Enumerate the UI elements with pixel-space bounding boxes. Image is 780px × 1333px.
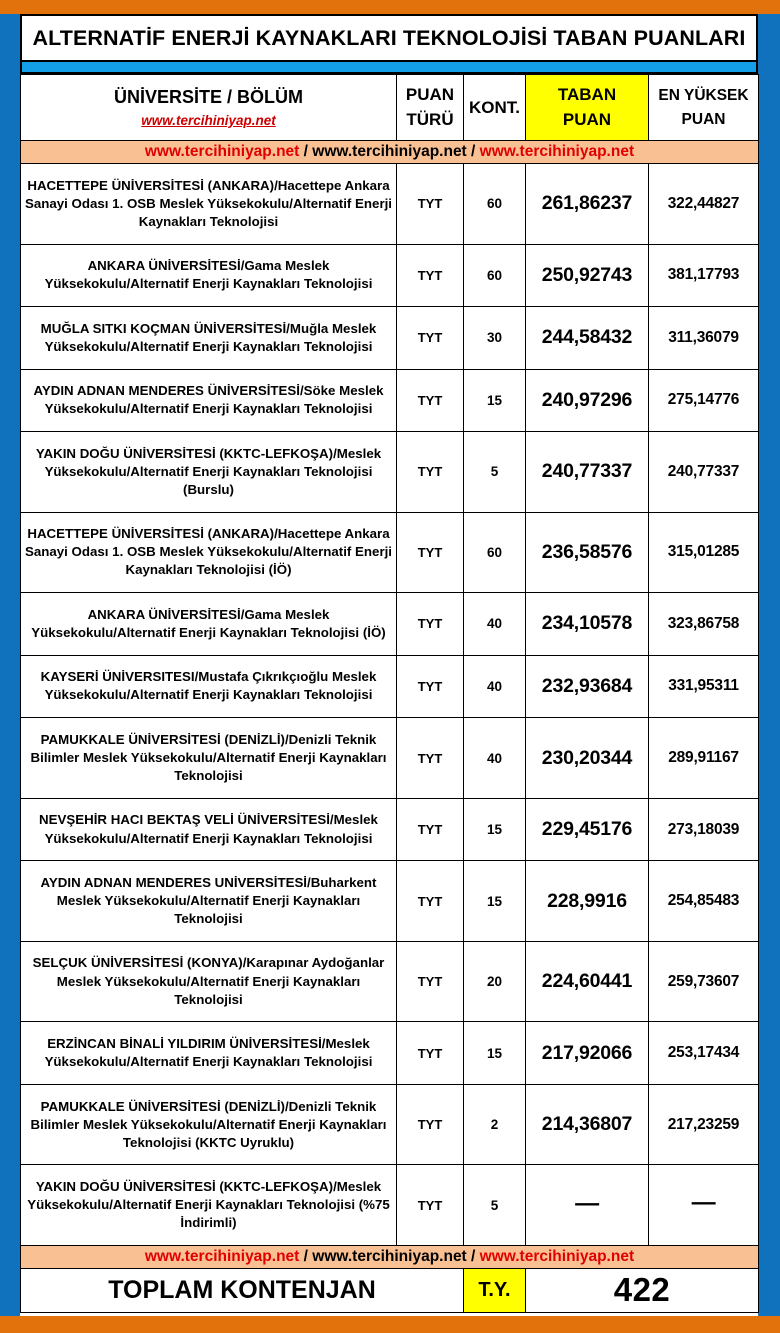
bottom-orange-band: [0, 1316, 780, 1333]
table-row[interactable]: [21, 861, 759, 942]
cell-university: PAMUKKALE ÜNİVERSİTESİ (DENİZLİ)/Denizli Teknik Bilimler Meslek Yüksekokulu/Alternatif Enerji Kaynakları Teknolojisi: [21, 718, 397, 799]
table-row[interactable]: [21, 941, 759, 1022]
cell-university: YAKIN DOĞU ÜNİVERSİTESİ (KKTC-LEFKOŞA)/Meslek Yüksekokulu/Alternatif Enerji Kaynakları Teknolojisi (Burslu): [21, 432, 397, 513]
cell-base-score: 217,92066: [526, 1022, 649, 1085]
cell-score-type: TYT: [397, 1165, 464, 1246]
cell-score-type: TYT: [397, 593, 464, 656]
cell-university: HACETTEPE ÜNİVERSİTESİ (ANKARA)/Hacettepe Ankara Sanayi Odası 1. OSB Meslek Yüksekokulu/Alternatif Enerji Kaynakları Teknolojisi: [21, 164, 397, 245]
header-base-score-line2: PUAN: [562, 109, 612, 129]
cell-score-type: TYT: [397, 655, 464, 718]
table-row[interactable]: [21, 798, 759, 861]
cell-quota: 5: [464, 432, 526, 513]
cell-score-type: TYT: [397, 1084, 464, 1165]
cell-quota: 30: [464, 307, 526, 370]
cell-quota: 15: [464, 798, 526, 861]
cell-university: AYDIN ADNAN MENDERES UNİVERSİTESİ/Buharkent Meslek Yüksekokulu/Alternatif Enerji Kaynakları Teknolojisi: [21, 861, 397, 942]
cell-max-score: 323,86758: [649, 593, 759, 656]
cell-max-score: 322,44827: [649, 164, 759, 245]
total-score-type: T.Y.: [464, 1268, 526, 1312]
promo-site-red: www.tercihiniyap.net: [144, 143, 300, 160]
promo-banner-cell: [21, 1245, 759, 1268]
header-base-score: [526, 75, 649, 141]
cell-quota: 60: [464, 512, 526, 593]
table-row[interactable]: [21, 1084, 759, 1165]
promo-row-bottom: [21, 1245, 759, 1268]
table-row[interactable]: [21, 1022, 759, 1085]
promo-site-black: www.tercihiniyap.net: [312, 143, 467, 160]
cell-quota: 2: [464, 1084, 526, 1165]
cell-university: ERZİNCAN BİNALİ YILDIRIM ÜNİVERSİTESİ/Meslek Yüksekokulu/Alternatif Enerji Kaynakları Teknolojisi: [21, 1022, 397, 1085]
empty-value-dash: —: [575, 1189, 599, 1217]
cell-base-score: 240,97296: [526, 369, 649, 432]
cell-score-type: TYT: [397, 1022, 464, 1085]
cell-score-type: TYT: [397, 861, 464, 942]
header-university-site-link[interactable]: www.tercihiniyap.net: [141, 112, 276, 128]
cell-max-score: 315,01285: [649, 512, 759, 593]
cell-base-score: 236,58576: [526, 512, 649, 593]
table-header-row: [21, 75, 759, 141]
promo-banner-text[interactable]: [21, 143, 758, 161]
header-score-type: [397, 75, 464, 141]
table-row[interactable]: [21, 512, 759, 593]
promo-site-black: /: [466, 143, 480, 160]
promo-site-red: www.tercihiniyap.net: [479, 143, 635, 160]
cell-max-score: 240,77337: [649, 432, 759, 513]
cell-max-score: 275,14776: [649, 369, 759, 432]
cell-quota: 15: [464, 369, 526, 432]
cell-base-score: 232,93684: [526, 655, 649, 718]
right-blue-rail: [758, 14, 780, 1316]
table-row[interactable]: [21, 432, 759, 513]
left-blue-rail: [0, 14, 20, 1316]
cell-base-score: [526, 1165, 649, 1246]
cell-university: PAMUKKALE ÜNİVERSİTESİ (DENİZLİ)/Denizli Teknik Bilimler Meslek Yüksekokulu/Alternatif Enerji Kaynakları Teknolojisi (KKTC Uyruklu): [21, 1084, 397, 1165]
header-quota: [464, 75, 526, 141]
header-base-score-line1: TABAN: [557, 84, 617, 104]
table-row[interactable]: [21, 655, 759, 718]
cell-base-score: 230,20344: [526, 718, 649, 799]
cell-max-score: 259,73607: [649, 941, 759, 1022]
promo-site-black: www.tercihiniyap.net: [312, 1247, 467, 1265]
cell-score-type: TYT: [397, 244, 464, 307]
promo-site-black: /: [299, 1247, 313, 1265]
cell-quota: 40: [464, 593, 526, 656]
header-max-score-line1: EN YÜKSEK: [658, 87, 749, 105]
cell-score-type: TYT: [397, 718, 464, 799]
cell-base-score: 229,45176: [526, 798, 649, 861]
empty-value-dash: —: [691, 1188, 716, 1216]
cell-max-score: 381,17793: [649, 244, 759, 307]
table-row[interactable]: [21, 307, 759, 370]
cell-max-score: 253,17434: [649, 1022, 759, 1085]
cell-university: MUĞLA SITKI KOÇMAN ÜNİVERSİTESİ/Muğla Meslek Yüksekokulu/Alternatif Enerji Kaynakları Teknolojisi: [21, 307, 397, 370]
cell-university: HACETTEPE ÜNİVERSİTESİ (ANKARA)/Hacettepe Ankara Sanayi Odası 1. OSB Meslek Yüksekokulu/Alternatif Enerji Kaynakları Teknolojisi (İÖ): [21, 512, 397, 593]
total-value: 422: [526, 1268, 759, 1312]
header-quota-label: KONT.: [469, 97, 520, 117]
cell-base-score: 234,10578: [526, 593, 649, 656]
cell-max-score: 331,95311: [649, 655, 759, 718]
cell-university: SELÇUK ÜNİVERSİTESİ (KONYA)/Karapınar Aydoğanlar Meslek Yüksekokulu/Alternatif Enerji Kaynakları Teknolojisi: [21, 941, 397, 1022]
cell-base-score: 244,58432: [526, 307, 649, 370]
cell-university: YAKIN DOĞU ÜNİVERSİTESİ (KKTC-LEFKOŞA)/Meslek Yüksekokulu/Alternatif Enerji Kaynakları Teknolojisi (%75 İndirimli): [21, 1165, 397, 1246]
cell-university: KAYSERİ ÜNİVERSITESI/Mustafa Çıkrıkçıoğlu Meslek Yüksekokulu/Alternatif Enerji Kaynakları Teknolojisi: [21, 655, 397, 718]
cell-base-score: 228,9916: [526, 861, 649, 942]
cell-max-score: 273,18039: [649, 798, 759, 861]
table-row[interactable]: [21, 164, 759, 245]
cell-base-score: 261,86237: [526, 164, 649, 245]
cell-score-type: TYT: [397, 512, 464, 593]
promo-site-black: /: [299, 143, 313, 160]
content-area: [20, 14, 758, 1316]
header-score-type-line1: PUAN: [405, 84, 455, 104]
cell-university: ANKARA ÜNİVERSİTESİ/Gama Meslek Yüksekokulu/Alternatif Enerji Kaynakları Teknolojisi: [21, 244, 397, 307]
cell-max-score: [649, 1165, 759, 1246]
cell-max-score: 217,23259: [649, 1084, 759, 1165]
table-row[interactable]: [21, 244, 759, 307]
header-score-type-line2: TÜRÜ: [406, 109, 454, 129]
table-row[interactable]: [21, 369, 759, 432]
header-max-score: [649, 75, 759, 141]
cell-university: NEVŞEHİR HACI BEKTAŞ VELİ ÜNİVERSİTESİ/Meslek Yüksekokulu/Alternatif Enerji Kaynakları Teknolojisi: [21, 798, 397, 861]
cell-university: AYDIN ADNAN MENDERES ÜNİVERSİTESİ/Söke Meslek Yüksekokulu/Alternatif Enerji Kaynakları Teknolojisi: [21, 369, 397, 432]
cell-base-score: 224,60441: [526, 941, 649, 1022]
cell-max-score: 254,85483: [649, 861, 759, 942]
header-max-score-line2: PUAN: [681, 110, 726, 128]
cell-score-type: TYT: [397, 369, 464, 432]
total-label: TOPLAM KONTENJAN: [21, 1268, 464, 1312]
header-university-label: ÜNİVERSİTE / BÖLÜM: [113, 87, 303, 108]
top-orange-band: [0, 0, 780, 14]
scores-table-body: [21, 75, 759, 1313]
table-row[interactable]: [21, 1165, 759, 1246]
cell-quota: 60: [464, 244, 526, 307]
cell-quota: 15: [464, 861, 526, 942]
cyan-divider: [20, 62, 758, 74]
cell-max-score: 289,91167: [649, 718, 759, 799]
cell-quota: 40: [464, 655, 526, 718]
cell-base-score: 250,92743: [526, 244, 649, 307]
cell-quota: 15: [464, 1022, 526, 1085]
promo-site-red: www.tercihiniyap.net: [479, 1247, 635, 1265]
promo-row-top: [21, 141, 759, 164]
cell-max-score: 311,36079: [649, 307, 759, 370]
total-row: [21, 1268, 759, 1312]
page-title-text: ALTERNATİF ENERJİ KAYNAKLARI TEKNOLOJİSİ TABAN PUANLARI: [32, 25, 746, 50]
cell-score-type: TYT: [397, 164, 464, 245]
cell-score-type: TYT: [397, 941, 464, 1022]
cell-score-type: TYT: [397, 798, 464, 861]
promo-banner-text[interactable]: [21, 1248, 758, 1266]
cell-score-type: TYT: [397, 307, 464, 370]
page-title: [20, 14, 758, 62]
cell-university: ANKARA ÜNİVERSİTESİ/Gama Meslek Yüksekokulu/Alternatif Enerji Kaynakları Teknolojisi (İÖ): [21, 593, 397, 656]
table-row[interactable]: [21, 593, 759, 656]
promo-site-red: www.tercihiniyap.net: [144, 1247, 300, 1265]
header-university: [21, 75, 397, 141]
cell-score-type: TYT: [397, 432, 464, 513]
cell-quota: 5: [464, 1165, 526, 1246]
cell-base-score: 214,36807: [526, 1084, 649, 1165]
table-row[interactable]: [21, 718, 759, 799]
cell-quota: 20: [464, 941, 526, 1022]
cell-base-score: 240,77337: [526, 432, 649, 513]
promo-banner-cell: [21, 141, 759, 164]
cell-quota: 60: [464, 164, 526, 245]
promo-site-black: /: [466, 1247, 480, 1265]
cell-quota: 40: [464, 718, 526, 799]
scores-table: [20, 74, 759, 1313]
